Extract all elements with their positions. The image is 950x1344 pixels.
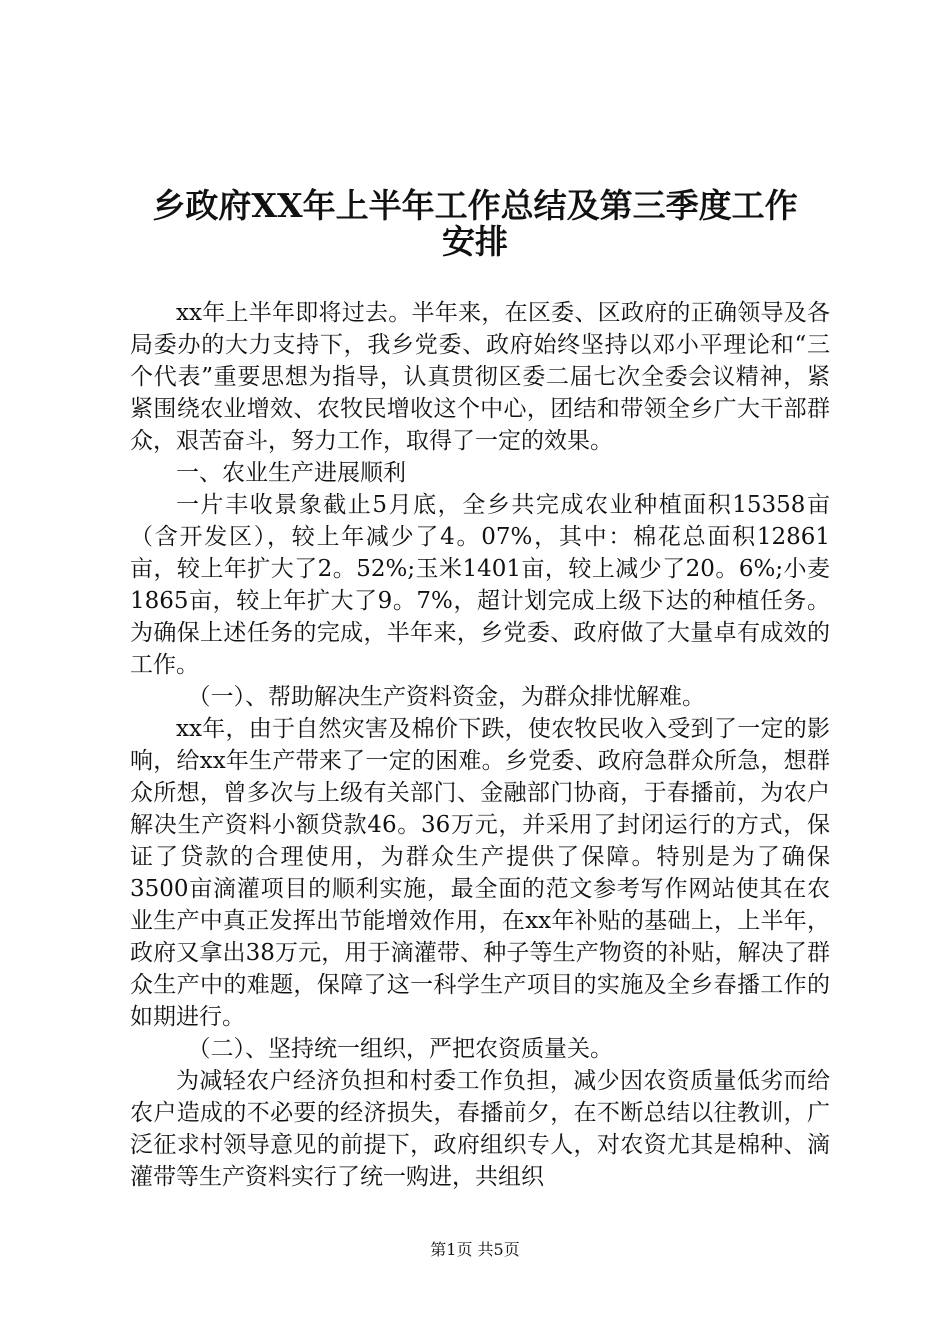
document-body [130, 297, 830, 1193]
paragraph-funding: xx年，由于自然灾害及棉价下跌，使农牧民收入受到了一定的影响，给xx年生产带来了一定的困难。乡党委、政府急群众所急，想群众所想，曾多次与上级有关部门、金融部门协商，于春播前，为农户解决生产资料小额贷款46。36万元，并采用了封闭运行的方式，保证了贷款的合理使用，为群众生产提供了保障。特别是为了确保3500亩滴灌项目的顺利实施，最全面的范文参考写作网站使其在农业生产中真正发挥出节能增效作用，在xx年补贴的基础上，上半年，政府又拿出38万元，用于滴灌带、种子等生产物资的补贴，解决了群众生产中的难题，保障了这一科学生产项目的实施及全乡春播工作的如期进行。 [130, 716, 830, 1030]
subheading-quality: （二）、坚持统一组织，严把农资质量关。 [187, 1036, 613, 1062]
document-title-line-1: 乡政府XX年上半年工作总结及第三季度工作 [152, 186, 798, 225]
paragraph-harvest: 一片丰收景象截止5月底，全乡共完成农业种植面积15358亩（含开发区），较上年减少了4。07%，其中：棉花总面积12861亩，较上年扩大了2。52%;玉米1401亩，较上减少了20。6%;小麦1865亩，较上年扩大了9。7%，超计划完成上级下达的种植任务。为确保上述任务的完成，半年来，乡党委、政府做了大量卓有成效的工作。 [130, 492, 830, 678]
document-title-line-2: 安排 [442, 222, 508, 261]
subheading-funding: （一）、帮助解决生产资料资金，为群众排忧解难。 [187, 684, 705, 710]
section-heading-agriculture: 一、农业生产进展顺利 [176, 460, 406, 486]
page-number-footer: 第1页 共5页 [430, 1240, 520, 1259]
intro-paragraph: xx年上半年即将过去。半年来，在区委、区政府的正确领导及各局委办的大力支持下，我乡党委、政府始终坚持以邓小平理论和“三个代表”重要思想为指导，认真贯彻区委二届七次全委会议精神，紧紧围绕农业增效、农牧民增收这个中心，团结和带领全乡广大干部群众，艰苦奋斗，努力工作，取得了一定的效果。 [130, 300, 830, 454]
paragraph-quality: 为减轻农户经济负担和村委工作负担，减少因农资质量低劣而给农户造成的不必要的经济损失，春播前夕，在不断总结以往教训，广泛征求村领导意见的前提下，政府组织专人，对农资尤其是棉种、滴灌带等生产资料实行了统一购进，共组织 [130, 1068, 830, 1190]
